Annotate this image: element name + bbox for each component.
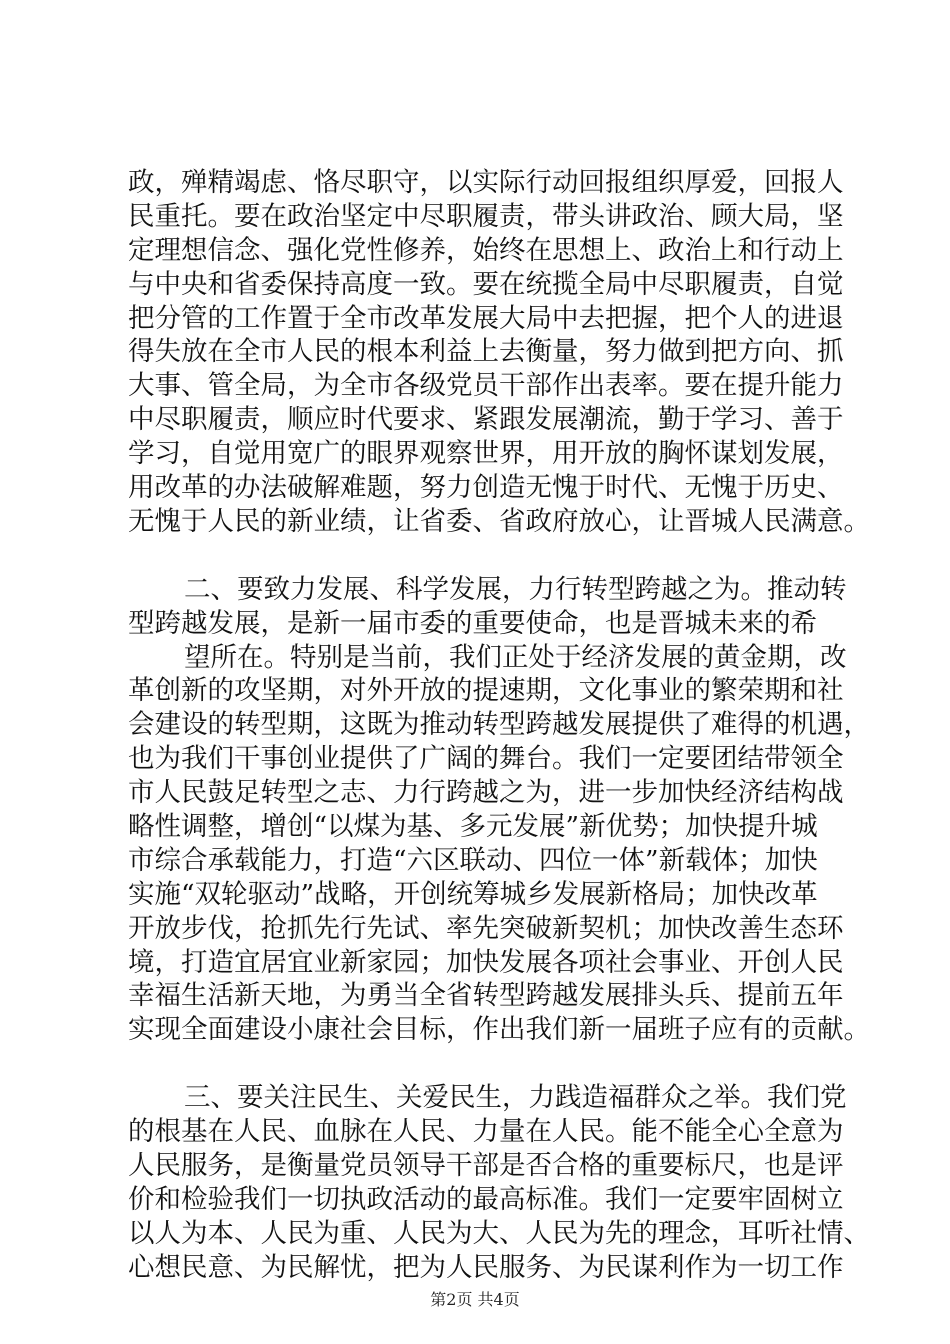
paragraph-3	[128, 1081, 870, 1284]
text-line: 市人民鼓足转型之志、力行跨越之为，进一步加快经济结构战	[128, 777, 844, 809]
text-line: 大事、管全局，为全市各级党员干部作出表率。要在提升能力	[128, 370, 844, 402]
text-line: 把分管的工作置于全市改革发展大局中去把握，把个人的进退	[128, 302, 844, 334]
text-line: 也为我们干事创业提供了广阔的舞台。我们一定要团结带领全	[128, 743, 844, 775]
text-line: 人民服务，是衡量党员领导干部是否合格的重要标尺，也是评	[128, 1150, 844, 1182]
text-line: 定理想信念、强化党性修养，始终在思想上、政治上和行动上	[128, 234, 844, 266]
text-line: 二、要致力发展、科学发展，力行转型跨越之为。推动转	[184, 573, 847, 605]
text-line: 实现全面建设小康社会目标，作出我们新一届班子应有的贡献。	[128, 1014, 870, 1046]
text-line: 开放步伐，抢抓先行先试、率先突破新契机；加快改善生态环	[128, 912, 844, 944]
text-line: 学习，自觉用宽广的眼界观察世界，用开放的胸怀谋划发展，	[128, 438, 844, 470]
page-number: 第2页 共4页	[430, 1290, 520, 1309]
paragraph-gap	[128, 1047, 848, 1081]
text-line: 中尽职履责，顺应时代要求、紧跟发展潮流，勤于学习、善于	[128, 404, 844, 436]
text-line: 实施“双轮驱动”战略，开创统筹城乡发展新格局；加快改革	[128, 878, 818, 910]
document-body	[128, 166, 870, 1285]
text-line: 三、要关注民生、关爱民生，力践造福群众之举。我们党	[184, 1082, 847, 1114]
text-line: 市综合承载能力，打造“六区联动、四位一体”新载体；加快	[128, 844, 818, 876]
paragraph-gap	[128, 539, 848, 573]
text-line: 以人为本、人民为重、人民为大、人民为先的理念，耳听社情、	[128, 1217, 870, 1249]
text-line: 价和检验我们一切执政活动的最高标准。我们一定要牢固树立	[128, 1183, 844, 1215]
paragraph-2	[128, 573, 870, 1047]
text-line: 与中央和省委保持高度一致。要在统揽全局中尽职履责，自觉	[128, 268, 844, 300]
text-line: 略性调整，增创“以煤为基、多元发展”新优势；加快提升城	[128, 811, 818, 843]
text-line: 境，打造宜居宜业新家园；加快发展各项社会事业、开创人民	[128, 946, 844, 978]
text-line: 会建设的转型期，这既为推动转型跨越发展提供了难得的机遇，	[128, 709, 870, 741]
text-line: 幸福生活新天地，为勇当全省转型跨越发展排头兵、提前五年	[128, 980, 844, 1012]
text-line: 的根基在人民、血脉在人民、力量在人民。能不能全心全意为	[128, 1116, 844, 1148]
text-line: 无愧于人民的新业绩，让省委、省政府放心，让晋城人民满意。	[128, 505, 870, 537]
page-footer	[0, 1290, 950, 1310]
text-line: 民重托。要在政治坚定中尽职履责，带头讲政治、顾大局，坚	[128, 200, 844, 232]
text-line: 政，殚精竭虑、恪尽职守，以实际行动回报组织厚爱，回报人	[128, 167, 844, 198]
text-line: 型跨越发展，是新一届市委的重要使命，也是晋城未来的希	[128, 607, 817, 639]
text-line: 用改革的办法破解难题，努力创造无愧于时代、无愧于历史、	[128, 472, 844, 504]
text-line: 革创新的攻坚期，对外开放的提速期，文化事业的繁荣期和社	[128, 675, 844, 707]
text-line: 心想民意、为民解忧，把为人民服务、为民谋利作为一切工作	[128, 1251, 844, 1283]
text-line: 得失放在全市人民的根本利益上去衡量，努力做到把方向、抓	[128, 336, 844, 368]
text-line: 望所在。特别是当前，我们正处于经济发展的黄金期，改	[184, 641, 847, 673]
paragraph-1	[128, 166, 870, 539]
